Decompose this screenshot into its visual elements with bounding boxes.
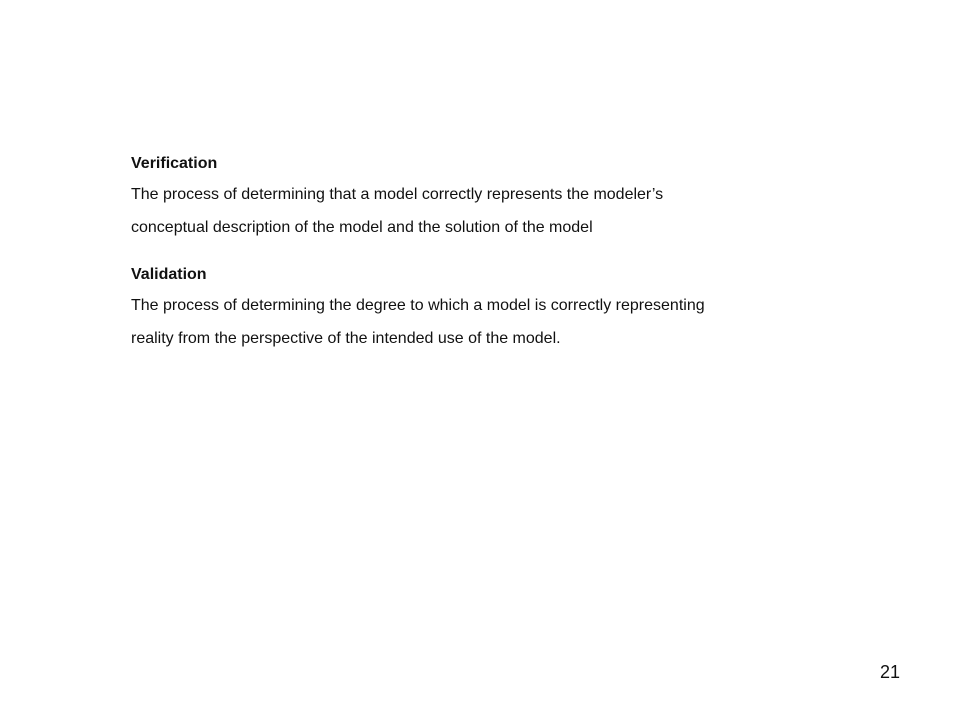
validation-definition-line-2: reality from the perspective of the intended use of the model. [131, 330, 561, 347]
verification-definition-line-2: conceptual description of the model and the solution of the model [131, 219, 593, 236]
verification-section [131, 150, 891, 244]
page-number: 21 [879, 662, 900, 682]
verification-definition-line-1: The process of determining that a model correctly represents the modeler’s [131, 186, 664, 203]
slide-content [131, 150, 891, 355]
validation-definition-line-1: The process of determining the degree to which a model is correctly representing [131, 297, 705, 314]
validation-section [131, 261, 891, 355]
validation-heading: Validation [131, 266, 207, 283]
verification-heading: Verification [131, 155, 218, 172]
